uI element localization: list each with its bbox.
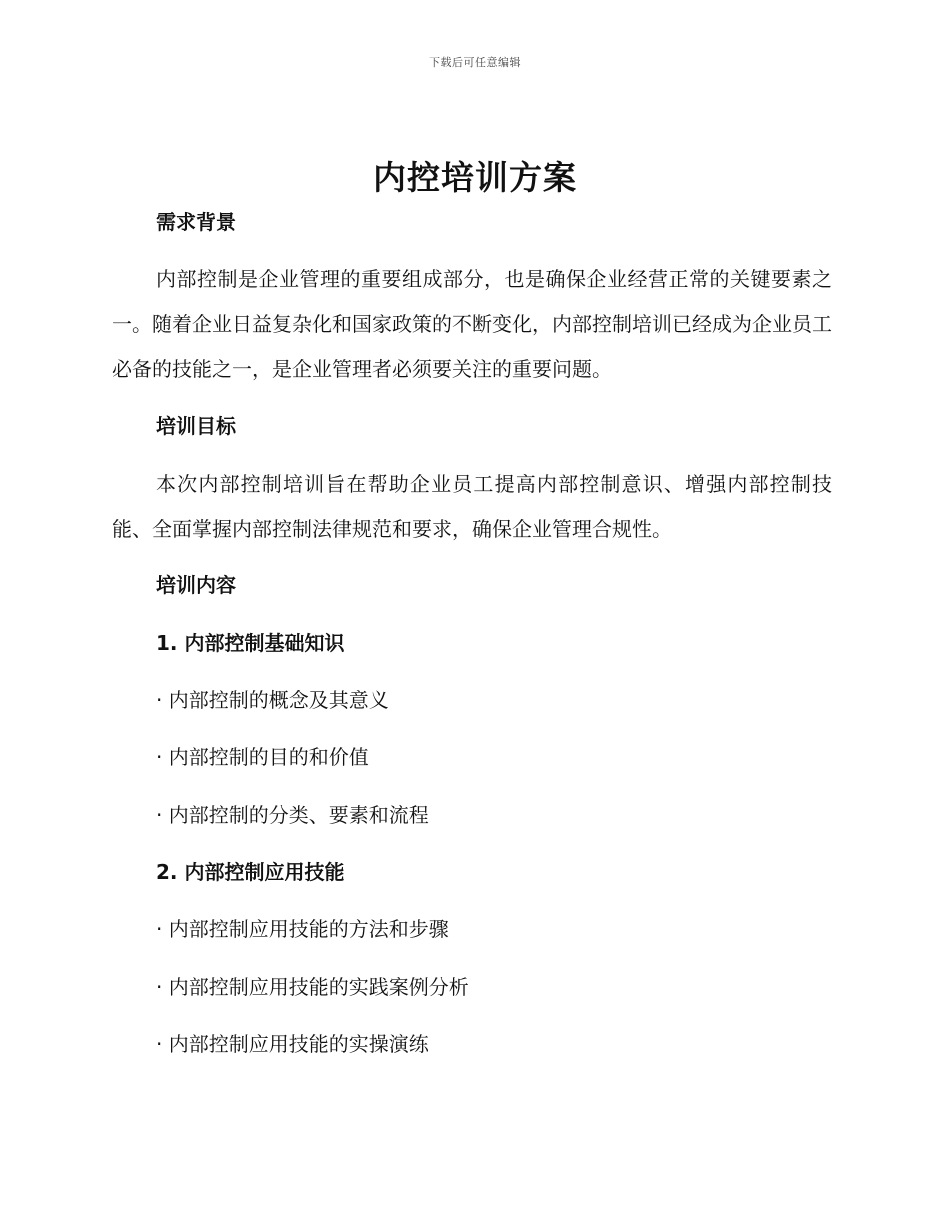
section-heading-background: 需求背景 <box>156 210 236 234</box>
header-note: 下载后可任意编辑 <box>429 56 521 69</box>
list-item: · 内部控制的概念及其意义 <box>156 688 389 712</box>
list-item: · 内部控制的目的和价值 <box>156 745 369 769</box>
list-item: · 内部控制的分类、要素和流程 <box>156 803 429 827</box>
list-item: · 内部控制应用技能的实操演练 <box>156 1032 429 1056</box>
section-heading-content: 培训内容 <box>156 573 236 597</box>
list-item: · 内部控制应用技能的实践案例分析 <box>156 975 469 999</box>
section-heading-goal: 培训目标 <box>156 414 236 438</box>
subheading-skills: 2. 内部控制应用技能 <box>156 860 345 884</box>
paragraph-background: 内部控制是企业管理的重要组成部分，也是确保企业经营正常的关键要素之一。随着企业日益复杂化和国家政策的不断变化，内部控制培训已经成为企业员工必备的技能之一，是企业管理者必须要关注的重要问题。 <box>112 267 832 381</box>
subheading-basics: 1. 内部控制基础知识 <box>156 631 345 655</box>
list-item: · 内部控制应用技能的方法和步骤 <box>156 917 449 941</box>
document-title: 内控培训方案 <box>373 158 577 197</box>
paragraph-goal: 本次内部控制培训旨在帮助企业员工提高内部控制意识、增强内部控制技能、全面掌握内部控制法律规范和要求，确保企业管理合规性。 <box>112 472 832 541</box>
